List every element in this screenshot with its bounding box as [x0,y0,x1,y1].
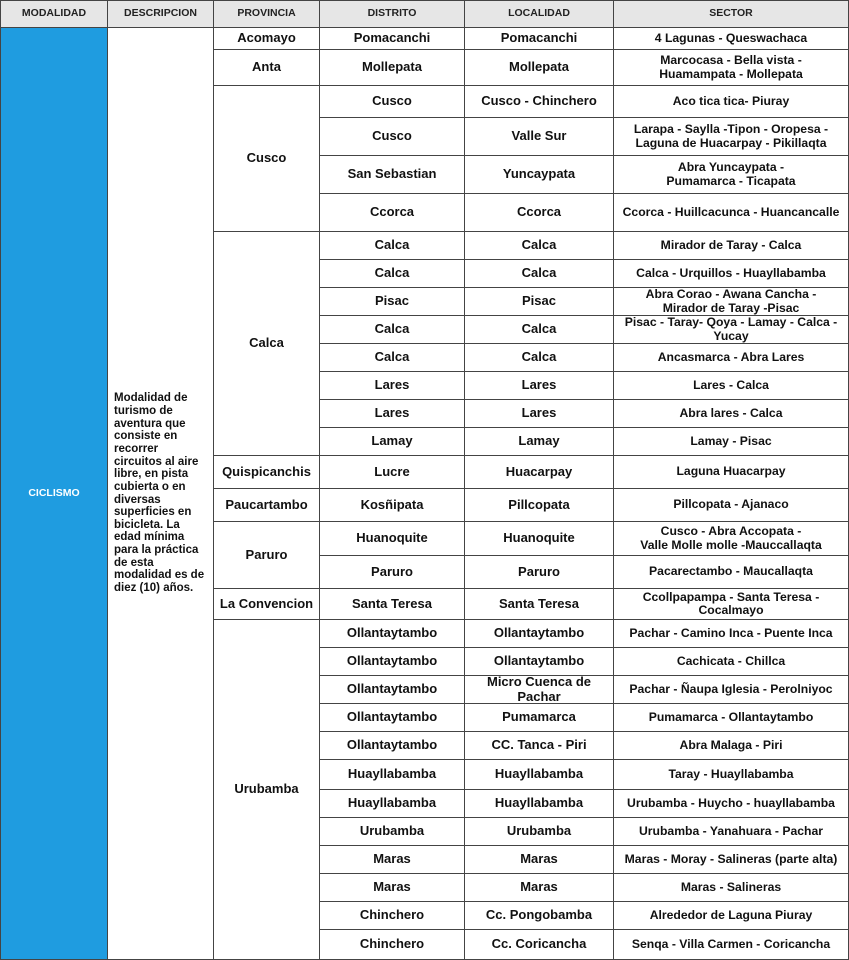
provincia-cell: Anta [214,50,320,86]
localidad-cell: Calca [465,232,614,260]
localidad-cell: Huayllabamba [465,760,614,790]
distrito-cell: Urubamba [320,818,465,846]
distrito-cell: Pomacanchi [320,28,465,50]
sector-cell: Abra Yuncaypata - Pumamarca - Ticapata [614,156,849,194]
sector-cell: Pachar - Ñaupa Iglesia - Perolniyoc [614,676,849,704]
sector-cell: Lares - Calca [614,372,849,400]
distrito-cell: Lucre [320,456,465,489]
sector-cell: Lamay - Pisac [614,428,849,456]
sector-cell: Marcocasa - Bella vista - Huamampata - Mollepata [614,50,849,86]
distrito-cell: Calca [320,344,465,372]
localidad-cell: Calca [465,260,614,288]
localidad-cell: Cc. Pongobamba [465,902,614,930]
distrito-cell: Santa Teresa [320,589,465,620]
localidad-cell: Huanoquite [465,522,614,556]
localidad-cell: Valle Sur [465,118,614,156]
distrito-cell: Huayllabamba [320,790,465,818]
modalidad-cell: CICLISMO [0,28,108,960]
localidad-cell: CC. Tanca - Piri [465,732,614,760]
localidad-cell: Pomacanchi [465,28,614,50]
localidad-cell: Ollantaytambo [465,648,614,676]
header-sector: SECTOR [614,0,849,28]
sector-cell: Cachicata - Chillca [614,648,849,676]
sector-cell: Senqa - Villa Carmen - Coricancha [614,930,849,960]
sector-cell: Cusco - Abra Accopata - Valle Molle molle -Mauccallaqta [614,522,849,556]
distrito-cell: Ccorca [320,194,465,232]
provincia-cell: La Convencion [214,589,320,620]
sector-cell: Ancasmarca - Abra Lares [614,344,849,372]
localidad-cell: Ollantaytambo [465,620,614,648]
distrito-cell: Paruro [320,556,465,589]
localidad-cell: Pumamarca [465,704,614,732]
distrito-cell: Lares [320,400,465,428]
sector-cell: Pacarectambo - Maucallaqta [614,556,849,589]
provincia-cell: Calca [214,232,320,456]
descripcion-cell: Modalidad de turismo de aventura que consiste en recorrer circuitos al aire libre, en pista cubierta o en diversas superficies en bicicleta. La edad mínima para la práctica de esta modalidad es de diez (10) años. [108,28,214,960]
sector-cell: Pumamarca - Ollantaytambo [614,704,849,732]
distrito-cell: Maras [320,846,465,874]
distrito-cell: Chinchero [320,930,465,960]
localidad-cell: Huayllabamba [465,790,614,818]
sector-cell: Urubamba - Yanahuara - Pachar [614,818,849,846]
localidad-cell: Maras [465,874,614,902]
distrito-cell: Calca [320,260,465,288]
distrito-cell: Lares [320,372,465,400]
distrito-cell: Cusco [320,118,465,156]
distrito-cell: San Sebastian [320,156,465,194]
provincia-cell: Urubamba [214,620,320,960]
provincia-cell: Paucartambo [214,489,320,522]
localidad-cell: Pillcopata [465,489,614,522]
distrito-cell: Huanoquite [320,522,465,556]
sector-cell: Urubamba - Huycho - huayllabamba [614,790,849,818]
provincia-cell: Cusco [214,86,320,232]
distrito-cell: Mollepata [320,50,465,86]
localidad-cell: Maras [465,846,614,874]
header-descripcion: DESCRIPCION [108,0,214,28]
provincia-cell: Quispicanchis [214,456,320,489]
distrito-cell: Chinchero [320,902,465,930]
localidad-cell: Cusco - Chinchero [465,86,614,118]
sector-cell: Taray - Huayllabamba [614,760,849,790]
localidad-cell: Ccorca [465,194,614,232]
sector-cell: Maras - Moray - Salineras (parte alta) [614,846,849,874]
distrito-cell: Calca [320,232,465,260]
provincia-cell: Acomayo [214,28,320,50]
provincia-cell: Paruro [214,522,320,589]
localidad-cell: Micro Cuenca de Pachar [465,676,614,704]
localidad-cell: Pisac [465,288,614,316]
localidad-cell: Lares [465,372,614,400]
localidad-cell: Lares [465,400,614,428]
localidad-cell: Yuncaypata [465,156,614,194]
localidad-cell: Urubamba [465,818,614,846]
distrito-cell: Calca [320,316,465,344]
localidad-cell: Lamay [465,428,614,456]
localidad-cell: Paruro [465,556,614,589]
sector-cell: Abra Corao - Awana Cancha - Mirador de Taray -Pisac [614,288,849,316]
sector-cell: Abra Malaga - Piri [614,732,849,760]
localidad-cell: Cc. Coricancha [465,930,614,960]
sector-cell: 4 Lagunas - Queswachaca [614,28,849,50]
sector-cell: Ccollpapampa - Santa Teresa - Cocalmayo [614,589,849,620]
distrito-cell: Ollantaytambo [320,620,465,648]
sector-cell: Maras - Salineras [614,874,849,902]
sector-cell: Pachar - Camino Inca - Puente Inca [614,620,849,648]
distrito-cell: Cusco [320,86,465,118]
distrito-cell: Lamay [320,428,465,456]
distrito-cell: Ollantaytambo [320,676,465,704]
sector-cell: Pisac - Taray- Qoya - Lamay - Calca -Yucay [614,316,849,344]
sector-cell: Pillcopata - Ajanaco [614,489,849,522]
distrito-cell: Huayllabamba [320,760,465,790]
distrito-cell: Ollantaytambo [320,732,465,760]
sector-cell: Aco tica tica- Piuray [614,86,849,118]
localidad-cell: Calca [465,316,614,344]
sector-cell: Mirador de Taray - Calca [614,232,849,260]
localidad-cell: Mollepata [465,50,614,86]
distrito-cell: Ollantaytambo [320,648,465,676]
header-provincia: PROVINCIA [214,0,320,28]
localidad-cell: Calca [465,344,614,372]
sector-cell: Ccorca - Huillcacunca - Huancancalle [614,194,849,232]
localidad-cell: Santa Teresa [465,589,614,620]
sector-cell: Larapa - Saylla -Tipon - Oropesa - Laguna de Huacarpay - Pikillaqta [614,118,849,156]
distrito-cell: Kosñipata [320,489,465,522]
distrito-cell: Pisac [320,288,465,316]
sector-cell: Laguna Huacarpay [614,456,849,489]
sector-cell: Alrededor de Laguna Piuray [614,902,849,930]
sector-cell: Calca - Urquillos - Huayllabamba [614,260,849,288]
localidad-cell: Huacarpay [465,456,614,489]
header-localidad: LOCALIDAD [465,0,614,28]
header-distrito: DISTRITO [320,0,465,28]
distrito-cell: Ollantaytambo [320,704,465,732]
distrito-cell: Maras [320,874,465,902]
sector-cell: Abra lares - Calca [614,400,849,428]
header-modalidad: MODALIDAD [0,0,108,28]
